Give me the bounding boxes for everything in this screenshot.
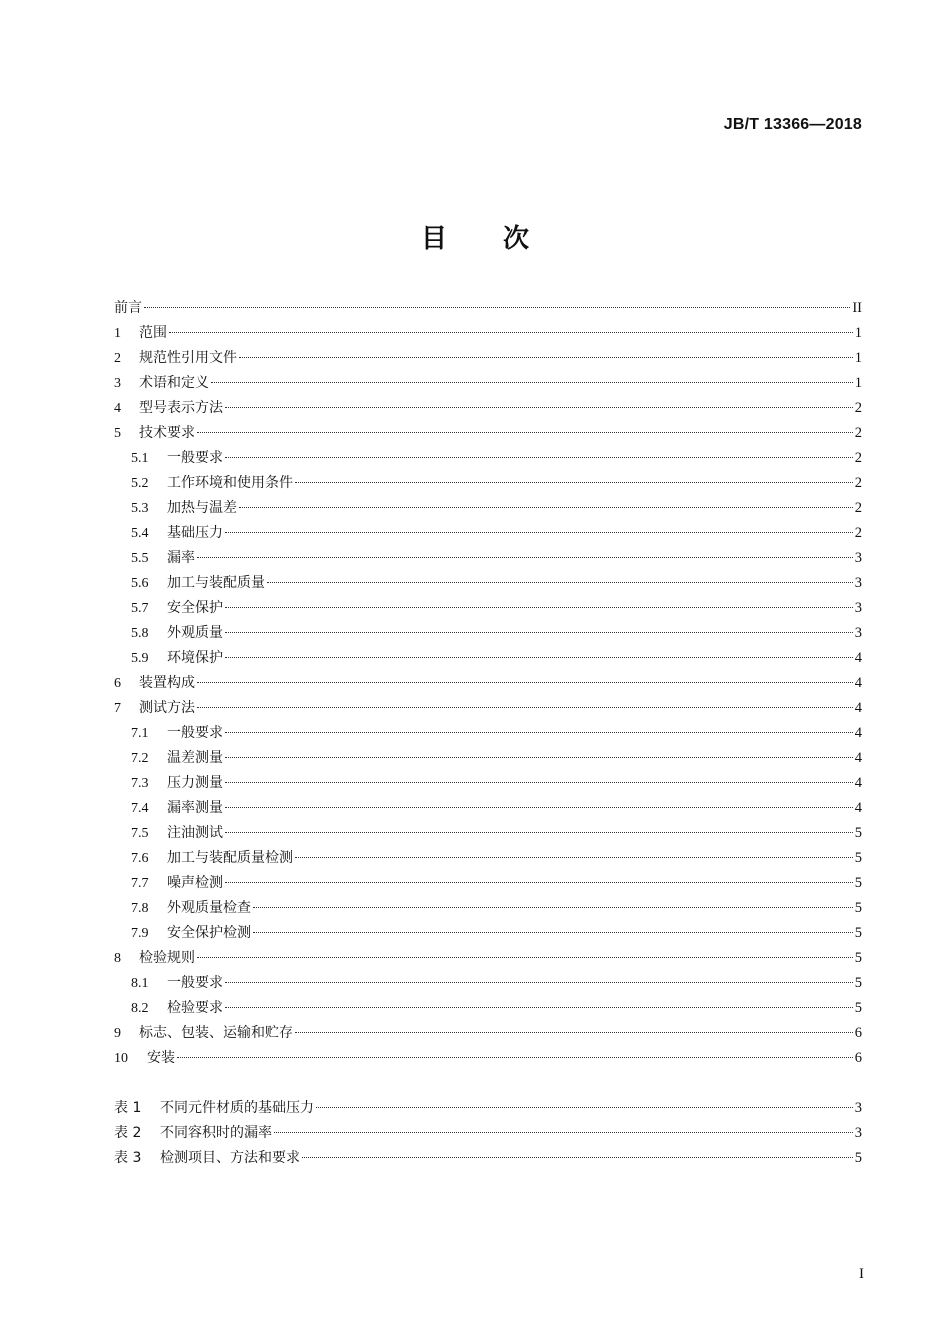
entry-label: 安全保护检测 (167, 925, 251, 941)
dot-leader (144, 307, 850, 308)
entry-page: 5 (854, 1000, 862, 1016)
dot-leader (225, 607, 853, 608)
entry-number: 5.2 (131, 476, 149, 491)
entry-label: 一般要求 (167, 975, 223, 991)
toc-entry[interactable] (114, 721, 862, 746)
entry-label: 加工与装配质量检测 (167, 850, 293, 866)
dot-leader (225, 732, 853, 733)
dot-leader (274, 1132, 853, 1133)
entry-number: 5.4 (131, 526, 149, 541)
dot-leader (169, 332, 853, 333)
entry-number: 表 2 (114, 1125, 142, 1141)
table-entry[interactable] (114, 1146, 862, 1171)
entry-label: 一般要求 (167, 725, 223, 741)
entry-label: 测试方法 (139, 700, 195, 716)
entry-number: 7.7 (131, 876, 149, 891)
entry-number: 8.1 (131, 976, 149, 991)
dot-leader (225, 407, 853, 408)
toc-entry[interactable] (114, 946, 862, 971)
entry-number: 2 (114, 351, 121, 366)
entry-page: 5 (854, 1150, 862, 1166)
entry-page: 2 (854, 475, 862, 491)
entry-label: 安装 (147, 1050, 175, 1066)
entry-page: 4 (854, 650, 862, 666)
entry-page: 5 (854, 950, 862, 966)
entry-label: 检验规则 (139, 950, 195, 966)
entry-label: 漏率测量 (167, 800, 223, 816)
dot-leader (197, 557, 853, 558)
entry-page: 1 (854, 375, 862, 391)
dot-leader (295, 1032, 853, 1033)
entry-number: 7.2 (131, 751, 149, 766)
entry-number: 5.5 (131, 551, 149, 566)
entry-label: 检验要求 (167, 1000, 223, 1016)
entry-label: 术语和定义 (139, 375, 209, 391)
entry-label: 温差测量 (167, 750, 223, 766)
dot-leader (225, 457, 853, 458)
entry-label: 型号表示方法 (139, 400, 223, 416)
entry-number: 10 (114, 1051, 128, 1066)
entry-page: 2 (854, 500, 862, 516)
entry-label: 规范性引用文件 (139, 350, 237, 366)
dot-leader (211, 382, 853, 383)
entry-label: 装置构成 (139, 675, 195, 691)
toc-title-part2: 次 (503, 224, 530, 254)
toc-entry[interactable] (114, 846, 862, 871)
entry-number: 9 (114, 1026, 121, 1041)
dot-leader (225, 757, 853, 758)
dot-leader (197, 707, 853, 708)
toc-entry[interactable] (114, 746, 862, 771)
entry-number: 3 (114, 376, 121, 391)
entry-page: 4 (854, 700, 862, 716)
entry-number: 6 (114, 676, 121, 691)
toc-entry[interactable] (114, 396, 862, 421)
toc-list (114, 296, 862, 1071)
toc-title (0, 218, 950, 255)
entry-page: 2 (854, 425, 862, 441)
entry-number: 5.9 (131, 651, 149, 666)
toc-entry[interactable] (114, 896, 862, 921)
dot-leader (225, 807, 853, 808)
toc-entry[interactable] (114, 821, 862, 846)
entry-label: 外观质量 (167, 625, 223, 641)
entry-label: 标志、包装、运输和贮存 (139, 1025, 293, 1041)
toc-entry[interactable] (114, 546, 862, 571)
dot-leader (225, 832, 853, 833)
entry-label: 范围 (139, 325, 167, 341)
dot-leader (197, 682, 853, 683)
table-list (114, 1096, 862, 1171)
entry-label: 噪声检测 (167, 875, 223, 891)
entry-number: 5.8 (131, 626, 149, 641)
entry-page: 3 (854, 550, 862, 566)
entry-page: 4 (854, 775, 862, 791)
entry-page: 1 (854, 350, 862, 366)
table-entry[interactable] (114, 1096, 862, 1121)
entry-page: 4 (854, 725, 862, 741)
entry-page: 2 (854, 400, 862, 416)
entry-page: 4 (854, 675, 862, 691)
toc-entry[interactable] (114, 471, 862, 496)
entry-page: 3 (854, 1125, 862, 1141)
toc-entry[interactable] (114, 1021, 862, 1046)
dot-leader (197, 432, 853, 433)
page-number: I (859, 1266, 864, 1282)
entry-page: 6 (854, 1050, 862, 1066)
entry-number: 7.9 (131, 926, 149, 941)
entry-page: 4 (854, 750, 862, 766)
entry-page: 5 (854, 825, 862, 841)
toc-title-part1: 目 (420, 224, 447, 254)
entry-label: 一般要求 (167, 450, 223, 466)
toc-entry[interactable] (114, 371, 862, 396)
entry-number: 7.4 (131, 801, 149, 816)
entry-number: 5.7 (131, 601, 149, 616)
toc-entry[interactable] (114, 621, 862, 646)
entry-number: 7 (114, 701, 121, 716)
toc-entry[interactable] (114, 596, 862, 621)
dot-leader (302, 1157, 853, 1158)
toc-entry[interactable] (114, 1046, 862, 1071)
entry-number: 7.3 (131, 776, 149, 791)
entry-number: 8 (114, 951, 121, 966)
toc-entry[interactable] (114, 671, 862, 696)
entry-number: 7.8 (131, 901, 149, 916)
toc-entry[interactable] (114, 571, 862, 596)
entry-page: 2 (854, 525, 862, 541)
entry-number: 7.1 (131, 726, 149, 741)
dot-leader (239, 357, 853, 358)
dot-leader (177, 1057, 853, 1058)
entry-number: 7.5 (131, 826, 149, 841)
entry-number: 4 (114, 401, 121, 416)
entry-page: 1 (854, 325, 862, 341)
entry-number: 5.6 (131, 576, 149, 591)
toc-entry[interactable] (114, 796, 862, 821)
dot-leader (197, 957, 853, 958)
entry-label: 工作环境和使用条件 (167, 475, 293, 491)
entry-label: 基础压力 (167, 525, 223, 541)
entry-label: 不同容积时的漏率 (160, 1125, 272, 1141)
entry-number: 1 (114, 326, 121, 341)
table-entry[interactable] (114, 1121, 862, 1146)
toc-entry[interactable] (114, 496, 862, 521)
entry-label: 不同元件材质的基础压力 (160, 1100, 314, 1116)
entry-page: 5 (854, 900, 862, 916)
entry-number: 5.1 (131, 451, 149, 466)
toc-entry[interactable] (114, 871, 862, 896)
dot-leader (295, 482, 853, 483)
toc-entry[interactable] (114, 996, 862, 1021)
toc-entry[interactable] (114, 521, 862, 546)
dot-leader (225, 657, 853, 658)
entry-number: 8.2 (131, 1001, 149, 1016)
toc-entry[interactable] (114, 921, 862, 946)
entry-label: 压力测量 (167, 775, 223, 791)
toc-entry[interactable] (114, 971, 862, 996)
entry-number: 表 1 (114, 1100, 142, 1116)
entry-page: 2 (854, 450, 862, 466)
dot-leader (253, 932, 853, 933)
entry-label: 加热与温差 (167, 500, 237, 516)
toc-entry[interactable] (114, 696, 862, 721)
entry-page: 3 (854, 1100, 862, 1116)
entry-page: 3 (854, 625, 862, 641)
entry-page: 6 (854, 1025, 862, 1041)
dot-leader (253, 907, 853, 908)
dot-leader (267, 582, 853, 583)
entry-label: 注油测试 (167, 825, 223, 841)
entry-label: 外观质量检查 (167, 900, 251, 916)
dot-leader (225, 632, 853, 633)
toc-entry[interactable] (114, 321, 862, 346)
dot-leader (239, 507, 853, 508)
dot-leader (225, 782, 853, 783)
entry-page: II (852, 300, 862, 316)
toc-entry[interactable] (114, 771, 862, 796)
standard-code: JB/T 13366—2018 (723, 116, 862, 133)
entry-page: 4 (854, 800, 862, 816)
entry-page: 5 (854, 875, 862, 891)
entry-label: 技术要求 (139, 425, 195, 441)
entry-page: 3 (854, 600, 862, 616)
entry-page: 5 (854, 850, 862, 866)
entry-label: 安全保护 (167, 600, 223, 616)
entry-number: 5.3 (131, 501, 149, 516)
dot-leader (225, 982, 853, 983)
entry-label: 环境保护 (167, 650, 223, 666)
entry-page: 5 (854, 975, 862, 991)
entry-number: 表 3 (114, 1150, 142, 1166)
dot-leader (225, 532, 853, 533)
entry-number: 5 (114, 426, 121, 441)
toc-entry[interactable] (114, 346, 862, 371)
entry-label: 漏率 (167, 550, 195, 566)
entry-label: 检测项目、方法和要求 (160, 1150, 300, 1166)
toc-entry[interactable] (114, 296, 862, 321)
entry-number: 7.6 (131, 851, 149, 866)
entry-page: 3 (854, 575, 862, 591)
entry-label: 加工与装配质量 (167, 575, 265, 591)
toc-entry[interactable] (114, 446, 862, 471)
toc-entry[interactable] (114, 421, 862, 446)
dot-leader (316, 1107, 853, 1108)
dot-leader (225, 882, 853, 883)
entry-page: 5 (854, 925, 862, 941)
entry-label: 前言 (114, 300, 142, 316)
dot-leader (225, 1007, 853, 1008)
toc-entry[interactable] (114, 646, 862, 671)
dot-leader (295, 857, 853, 858)
